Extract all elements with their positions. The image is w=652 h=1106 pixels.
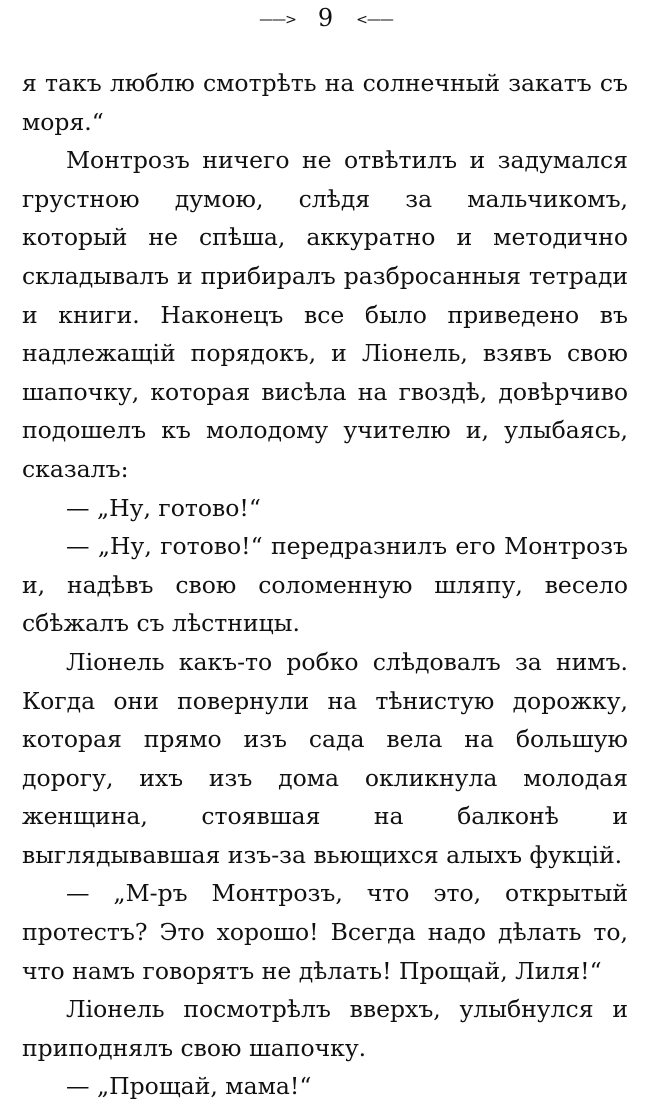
paragraph: — „Ну, готово!“ передразнилъ его Монтрозъ и, надѣвъ свою соломенную шляпу, весело сбѣжалъ съ лѣстницы. [22, 532, 628, 638]
paragraph: — „Прощай, мама!“ [66, 1072, 312, 1101]
paragraph: я такъ люблю смотрѣть на солнечный закатъ съ моря.“ [22, 69, 628, 136]
page-number: 9 [317, 4, 335, 32]
paragraph: — „Ну, готово!“ [66, 493, 261, 522]
paragraph: — „М-ръ Монтрозъ, что это, открытый протестъ? Это хорошо! Всегда надо дѣлать то, что намъ говорятъ не дѣлать! Прощай, Лиля!“ [22, 879, 628, 985]
page-header [0, 4, 652, 34]
body-text [22, 64, 628, 1106]
paragraph: Ліонель какъ-то робко слѣдовалъ за нимъ. Когда они повернули на тѣнистую дорожку, которая прямо изъ сада вела на большую дорогу, ихъ изъ дома окликнула молодая женщина, стоявшая на балконѣ и выглядывавшая изъ-за вьющихся алыхъ фукцій. [22, 647, 628, 869]
paragraph: Ліонель посмотрѣлъ вверхъ, улыбнулся и приподнялъ свою шапочку. [22, 995, 628, 1062]
paragraph: Монтрозъ ничего не отвѣтилъ и задумался грустною думою, слѣдя за мальчикомъ, который не спѣша, аккуратно и методично складывалъ и прибиралъ разбросанныя тетради и книги. Наконецъ все было приведено въ надлежащій порядокъ, и Ліонель, взявъ свою шапочку, которая висѣла на гвоздѣ, довѣрчиво подошелъ къ молодому учителю и, улыбаясь, сказалъ: [22, 146, 628, 483]
right-ornament: <—— [356, 12, 393, 28]
left-ornament: ——> [259, 12, 296, 28]
